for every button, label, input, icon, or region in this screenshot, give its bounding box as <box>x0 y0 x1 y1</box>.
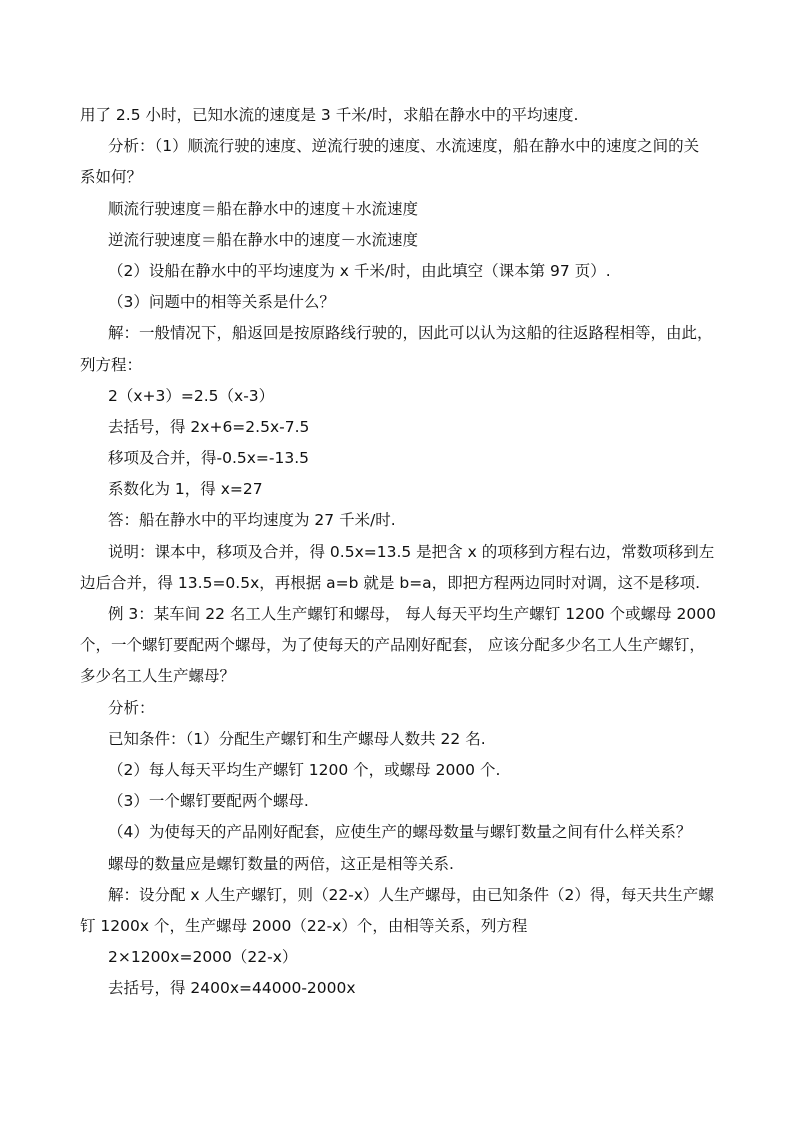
text-line: 顺流行驶速度＝船在静水中的速度＋水流速度 <box>108 199 419 218</box>
text-line: 钉 1200x 个，生产螺母 2000（22-x）个，由相等关系，列方程 <box>80 916 528 935</box>
equation-line: 去括号，得 2400x=44000-2000x <box>108 979 356 998</box>
text-line: （3）问题中的相等关系是什么？ <box>108 293 335 312</box>
text-line: （3）一个螺钉要配两个螺母. <box>108 792 309 811</box>
text-line: 逆流行驶速度＝船在静水中的速度－水流速度 <box>108 230 419 249</box>
text-line: 多少名工人生产螺母？ <box>80 667 236 686</box>
equation-line: 2（x+3）=2.5（x-3） <box>108 386 275 405</box>
text-line: 边后合并，得 13.5=0.5x，再根据 a=b 就是 b=a，即把方程两边同时对调，这不是移项. <box>80 573 701 592</box>
text-line: （4）为使每天的产品刚好配套，应使生产的螺母数量与螺钉数量之间有什么样关系？ <box>108 823 692 842</box>
equation-line: 移项及合并，得-0.5x=-13.5 <box>108 449 310 468</box>
text-line: 答：船在静水中的平均速度为 27 千米/时. <box>108 511 396 530</box>
text-line: （2）每人每天平均生产螺钉 1200 个，或螺母 2000 个. <box>108 760 501 779</box>
text-line: 解：设分配 x 人生产螺钉，则（22-x）人生产螺母，由已知条件（2）得，每天共生产螺 <box>108 885 714 904</box>
text-line: 螺母的数量应是螺钉数量的两倍，这正是相等关系. <box>108 854 454 873</box>
document-body <box>80 100 728 1004</box>
text-line: 列方程： <box>80 355 143 374</box>
text-line: 分析：（1）顺流行驶的速度、逆流行驶的速度、水流速度，船在静水中的速度之间的关 <box>108 137 700 156</box>
text-line: 用了 2.5 小时，已知水流的速度是 3 千米/时，求船在静水中的平均速度. <box>80 106 579 124</box>
equation-line: 去括号，得 2x+6=2.5x-7.5 <box>108 417 310 436</box>
text-line: 已知条件：（1）分配生产螺钉和生产螺母人数共 22 名. <box>108 729 486 748</box>
text-line: 说明：课本中，移项及合并，得 0.5x=13.5 是把含 x 的项移到方程右边，常数项移到左 <box>108 542 715 561</box>
text-line: （2）设船在静水中的平均速度为 x 千米/时，由此填空（课本第 97 页）. <box>108 261 611 280</box>
text-line: 系如何？ <box>80 168 143 187</box>
text-line: 解：一般情况下，船返回是按原路线行驶的，因此可以认为这船的往返路程相等，由此， <box>108 324 713 343</box>
text-line: 个，一个螺钉要配两个螺母，为了使每天的产品刚好配套， 应该分配多少名工人生产螺钉， <box>80 636 705 655</box>
text-line: 例 3：某车间 22 名工人生产螺钉和螺母， 每人每天平均生产螺钉 1200 个或螺母 2000 <box>108 605 716 623</box>
equation-line: 系数化为 1，得 x=27 <box>108 480 263 499</box>
equation-line: 2×1200x=2000（22-x） <box>108 948 298 967</box>
text-line: 分析： <box>108 698 155 717</box>
